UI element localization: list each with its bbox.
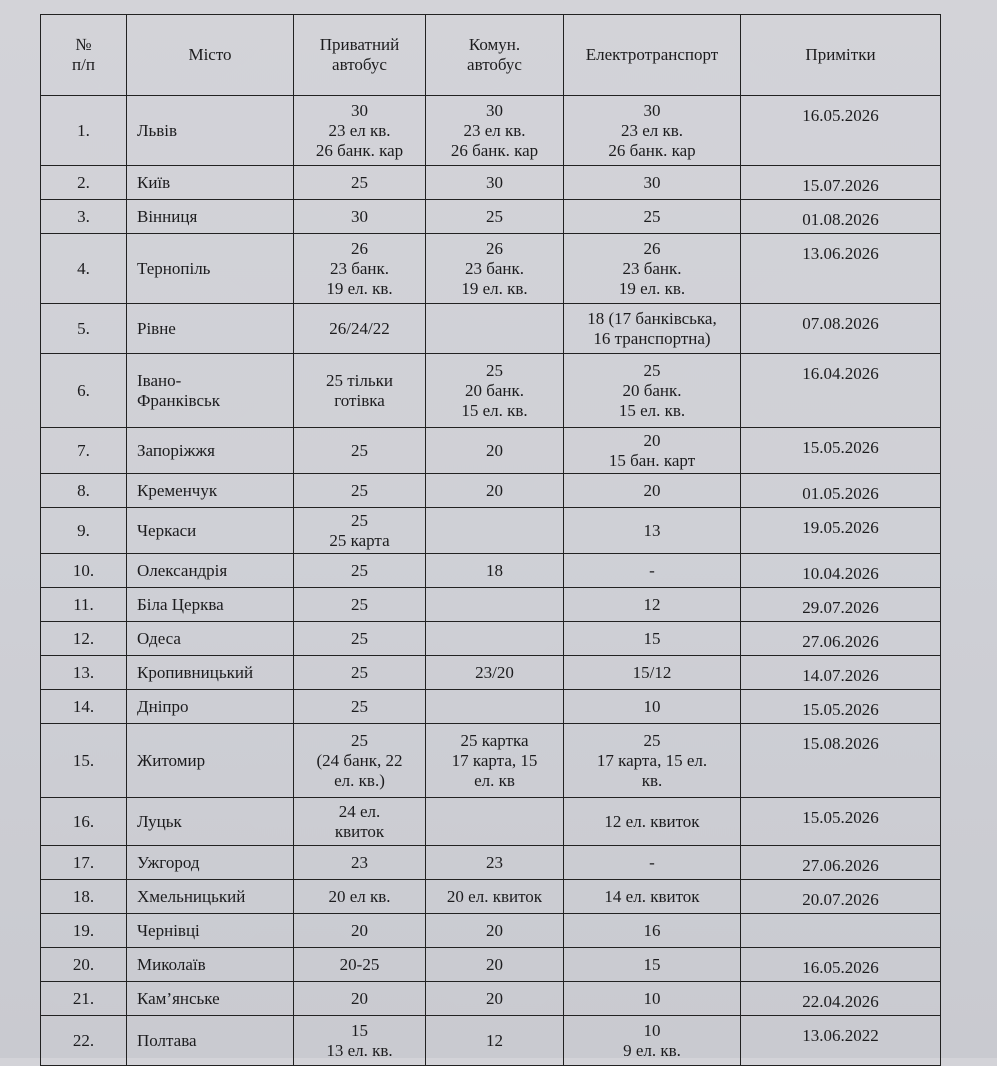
city-name: Кременчук [127, 474, 294, 508]
notes-date: 10.04.2026 [741, 554, 941, 588]
communal-bus-fare [426, 304, 564, 354]
row-number: 2. [41, 166, 127, 200]
private-bus-fare: 30 [294, 200, 426, 234]
city-name: Тернопіль [127, 234, 294, 304]
table-row [41, 1016, 941, 1066]
electric-transport-fare: - [564, 846, 741, 880]
city-name: Житомир [127, 724, 294, 798]
private-bus-fare: 20 [294, 914, 426, 948]
electric-transport-fare: 14 ел. квиток [564, 880, 741, 914]
table-row [41, 166, 941, 200]
notes-date: 29.07.2026 [741, 588, 941, 622]
notes-date: 13.06.2026 [741, 234, 941, 304]
table-row [41, 354, 941, 428]
notes-date: 14.07.2026 [741, 656, 941, 690]
table-row [41, 622, 941, 656]
notes-date: 15.05.2026 [741, 428, 941, 474]
notes-date: 15.07.2026 [741, 166, 941, 200]
communal-bus-fare: 20 [426, 474, 564, 508]
notes-date: 15.05.2026 [741, 798, 941, 846]
electric-transport-fare: 13 [564, 508, 741, 554]
notes-date: 01.05.2026 [741, 474, 941, 508]
electric-transport-fare: 12 ел. квиток [564, 798, 741, 846]
communal-bus-fare: 25 20 банк. 15 ел. кв. [426, 354, 564, 428]
city-name: Олександрія [127, 554, 294, 588]
header-private-bus: Приватний автобус [294, 15, 426, 96]
notes-date: 01.08.2026 [741, 200, 941, 234]
electric-transport-fare: 25 17 карта, 15 ел. кв. [564, 724, 741, 798]
private-bus-fare: 25 [294, 428, 426, 474]
table-row [41, 508, 941, 554]
communal-bus-fare [426, 798, 564, 846]
row-number: 7. [41, 428, 127, 474]
row-number: 9. [41, 508, 127, 554]
communal-bus-fare: 23 [426, 846, 564, 880]
table-row [41, 880, 941, 914]
notes-date: 15.08.2026 [741, 724, 941, 798]
private-bus-fare: 25 [294, 554, 426, 588]
row-number: 4. [41, 234, 127, 304]
notes-date: 15.05.2026 [741, 690, 941, 724]
private-bus-fare: 20-25 [294, 948, 426, 982]
electric-transport-fare: 15 [564, 622, 741, 656]
row-number: 21. [41, 982, 127, 1016]
city-name: Вінниця [127, 200, 294, 234]
communal-bus-fare: 20 [426, 914, 564, 948]
city-name: Дніпро [127, 690, 294, 724]
private-bus-fare: 25 [294, 166, 426, 200]
row-number: 11. [41, 588, 127, 622]
table-row [41, 914, 941, 948]
communal-bus-fare: 12 [426, 1016, 564, 1066]
communal-bus-fare [426, 690, 564, 724]
table-row [41, 724, 941, 798]
table-row [41, 200, 941, 234]
row-number: 8. [41, 474, 127, 508]
row-number: 13. [41, 656, 127, 690]
table-row [41, 798, 941, 846]
private-bus-fare: 23 [294, 846, 426, 880]
city-name: Хмельницький [127, 880, 294, 914]
city-name: Київ [127, 166, 294, 200]
city-name: Кам’янське [127, 982, 294, 1016]
city-name: Одеса [127, 622, 294, 656]
electric-transport-fare: 16 [564, 914, 741, 948]
table-row [41, 588, 941, 622]
city-name: Біла Церква [127, 588, 294, 622]
fares-table [40, 14, 941, 1066]
electric-transport-fare: 10 9 ел. кв. [564, 1016, 741, 1066]
city-name: Миколаїв [127, 948, 294, 982]
private-bus-fare: 25 [294, 622, 426, 656]
row-number: 3. [41, 200, 127, 234]
city-name: Ужгород [127, 846, 294, 880]
private-bus-fare: 25 [294, 474, 426, 508]
electric-transport-fare: 25 20 банк. 15 ел. кв. [564, 354, 741, 428]
row-number: 18. [41, 880, 127, 914]
electric-transport-fare: 10 [564, 690, 741, 724]
table-row [41, 474, 941, 508]
notes-date: 22.04.2026 [741, 982, 941, 1016]
city-name: Запоріжжя [127, 428, 294, 474]
communal-bus-fare: 20 [426, 982, 564, 1016]
electric-transport-fare: - [564, 554, 741, 588]
table-row [41, 234, 941, 304]
notes-date: 20.07.2026 [741, 880, 941, 914]
notes-date: 16.05.2026 [741, 96, 941, 166]
electric-transport-fare: 10 [564, 982, 741, 1016]
header-notes: Примітки [741, 15, 941, 96]
communal-bus-fare: 18 [426, 554, 564, 588]
private-bus-fare: 20 ел кв. [294, 880, 426, 914]
communal-bus-fare: 26 23 банк. 19 ел. кв. [426, 234, 564, 304]
communal-bus-fare: 20 [426, 948, 564, 982]
notes-date: 27.06.2026 [741, 846, 941, 880]
private-bus-fare: 25 25 карта [294, 508, 426, 554]
notes-date [741, 914, 941, 948]
communal-bus-fare: 20 [426, 428, 564, 474]
notes-date: 19.05.2026 [741, 508, 941, 554]
communal-bus-fare: 30 [426, 166, 564, 200]
table-row [41, 96, 941, 166]
communal-bus-fare [426, 508, 564, 554]
electric-transport-fare: 26 23 банк. 19 ел. кв. [564, 234, 741, 304]
table-header-row [41, 15, 941, 96]
electric-transport-fare: 12 [564, 588, 741, 622]
private-bus-fare: 26/24/22 [294, 304, 426, 354]
table-row [41, 948, 941, 982]
row-number: 6. [41, 354, 127, 428]
row-number: 22. [41, 1016, 127, 1066]
city-name: Луцьк [127, 798, 294, 846]
notes-date: 16.04.2026 [741, 354, 941, 428]
table-row [41, 554, 941, 588]
header-electric-transport: Електротранспорт [564, 15, 741, 96]
row-number: 1. [41, 96, 127, 166]
private-bus-fare: 26 23 банк. 19 ел. кв. [294, 234, 426, 304]
communal-bus-fare: 23/20 [426, 656, 564, 690]
electric-transport-fare: 20 [564, 474, 741, 508]
table-row [41, 428, 941, 474]
table-row [41, 690, 941, 724]
private-bus-fare: 25 [294, 656, 426, 690]
notes-date: 07.08.2026 [741, 304, 941, 354]
row-number: 19. [41, 914, 127, 948]
communal-bus-fare [426, 622, 564, 656]
city-name: Полтава [127, 1016, 294, 1066]
notes-date: 27.06.2026 [741, 622, 941, 656]
electric-transport-fare: 20 15 бан. карт [564, 428, 741, 474]
row-number: 15. [41, 724, 127, 798]
row-number: 10. [41, 554, 127, 588]
row-number: 5. [41, 304, 127, 354]
row-number: 14. [41, 690, 127, 724]
header-communal-bus: Комун. автобус [426, 15, 564, 96]
row-number: 12. [41, 622, 127, 656]
notes-date: 16.05.2026 [741, 948, 941, 982]
electric-transport-fare: 30 [564, 166, 741, 200]
electric-transport-fare: 30 23 ел кв. 26 банк. кар [564, 96, 741, 166]
row-number: 20. [41, 948, 127, 982]
private-bus-fare: 30 23 ел кв. 26 банк. кар [294, 96, 426, 166]
city-name: Рівне [127, 304, 294, 354]
notes-date: 13.06.2022 [741, 1016, 941, 1066]
table-row [41, 846, 941, 880]
city-name: Черкаси [127, 508, 294, 554]
city-name: Львів [127, 96, 294, 166]
private-bus-fare: 25 (24 банк, 22 ел. кв.) [294, 724, 426, 798]
electric-transport-fare: 15/12 [564, 656, 741, 690]
communal-bus-fare [426, 588, 564, 622]
table-row [41, 656, 941, 690]
private-bus-fare: 24 ел. квиток [294, 798, 426, 846]
communal-bus-fare: 30 23 ел кв. 26 банк. кар [426, 96, 564, 166]
private-bus-fare: 25 [294, 690, 426, 724]
private-bus-fare: 20 [294, 982, 426, 1016]
row-number: 17. [41, 846, 127, 880]
table-row [41, 304, 941, 354]
table-body [41, 96, 941, 1066]
communal-bus-fare: 25 [426, 200, 564, 234]
electric-transport-fare: 15 [564, 948, 741, 982]
header-city: Місто [127, 15, 294, 96]
city-name: Кропивницький [127, 656, 294, 690]
private-bus-fare: 25 [294, 588, 426, 622]
communal-bus-fare: 25 картка 17 карта, 15 ел. кв [426, 724, 564, 798]
row-number: 16. [41, 798, 127, 846]
table-row [41, 982, 941, 1016]
private-bus-fare: 25 тільки готівка [294, 354, 426, 428]
header-num: № п/п [41, 15, 127, 96]
city-name: Івано- Франківськ [127, 354, 294, 428]
communal-bus-fare: 20 ел. квиток [426, 880, 564, 914]
city-name: Чернівці [127, 914, 294, 948]
private-bus-fare: 15 13 ел. кв. [294, 1016, 426, 1066]
electric-transport-fare: 25 [564, 200, 741, 234]
electric-transport-fare: 18 (17 банківська, 16 транспортна) [564, 304, 741, 354]
